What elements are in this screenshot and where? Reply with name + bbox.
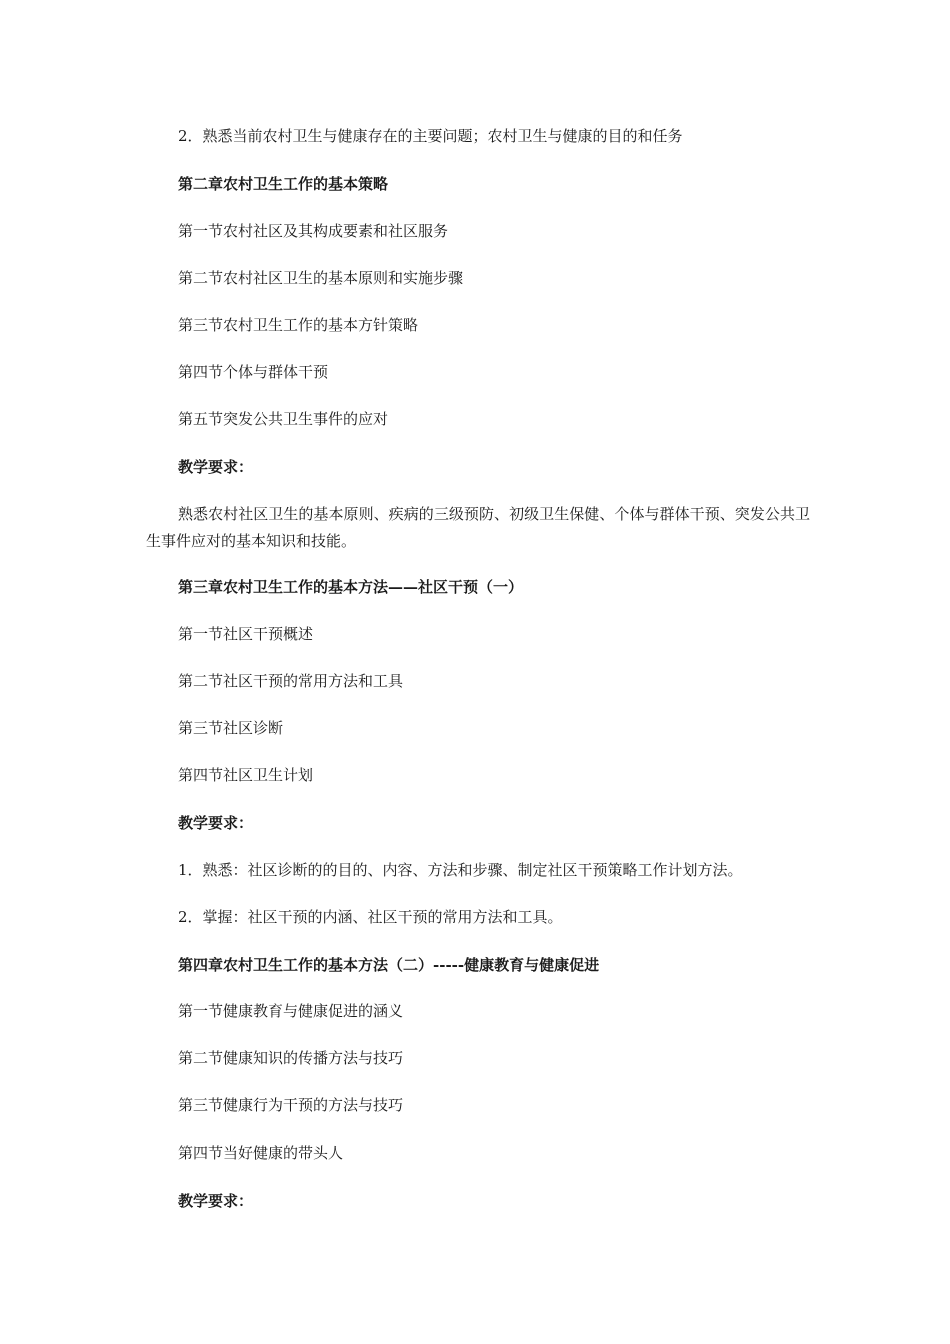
section-4-1: 第一节健康教育与健康促进的涵义 [178, 1002, 404, 1020]
section-2-4: 第四节个体与群体干预 [178, 363, 329, 381]
section-3-2: 第二节社区干预的常用方法和工具 [178, 672, 404, 690]
teaching-requirements-heading-1: 教学要求： [178, 458, 254, 476]
teaching-requirements-paragraph: 熟悉农村社区卫生的基本原则、疾病的三级预防、初级卫生保健、个体与群体干预、突发公共卫生事件应对的基本知识和技能。 [146, 505, 810, 550]
section-2-2: 第二节农村社区卫生的基本原则和实施步骤 [178, 269, 464, 287]
section-3-4: 第四节社区卫生计划 [178, 766, 314, 784]
teaching-requirements-heading-2: 教学要求： [178, 814, 254, 832]
chapter-3-heading: 第三章农村卫生工作的基本方法——社区干预（一） [178, 578, 524, 596]
section-3-3: 第三节社区诊断 [178, 719, 284, 737]
requirement-item-2: 2．掌握：社区干预的内涵、社区干预的常用方法和工具。 [178, 908, 563, 926]
section-2-3: 第三节农村卫生工作的基本方针策略 [178, 316, 419, 334]
section-2-5: 第五节突发公共卫生事件的应对 [178, 410, 389, 428]
chapter-2-heading: 第二章农村卫生工作的基本策略 [178, 175, 389, 193]
text-line-1: 2．熟悉当前农村卫生与健康存在的主要问题；农村卫生与健康的目的和任务 [178, 127, 683, 145]
teaching-requirements-heading-3: 教学要求： [178, 1192, 254, 1210]
section-4-4: 第四节当好健康的带头人 [178, 1144, 344, 1162]
section-2-1: 第一节农村社区及其构成要素和社区服务 [178, 222, 449, 240]
section-4-2: 第二节健康知识的传播方法与技巧 [178, 1049, 404, 1067]
section-3-1: 第一节社区干预概述 [178, 625, 314, 643]
chapter-4-heading: 第四章农村卫生工作的基本方法（二）-----健康教育与健康促进 [178, 956, 600, 974]
requirement-item-1: 1．熟悉：社区诊断的的目的、内容、方法和步骤、制定社区干预策略工作计划方法。 [178, 861, 743, 879]
section-4-3: 第三节健康行为干预的方法与技巧 [178, 1096, 404, 1114]
